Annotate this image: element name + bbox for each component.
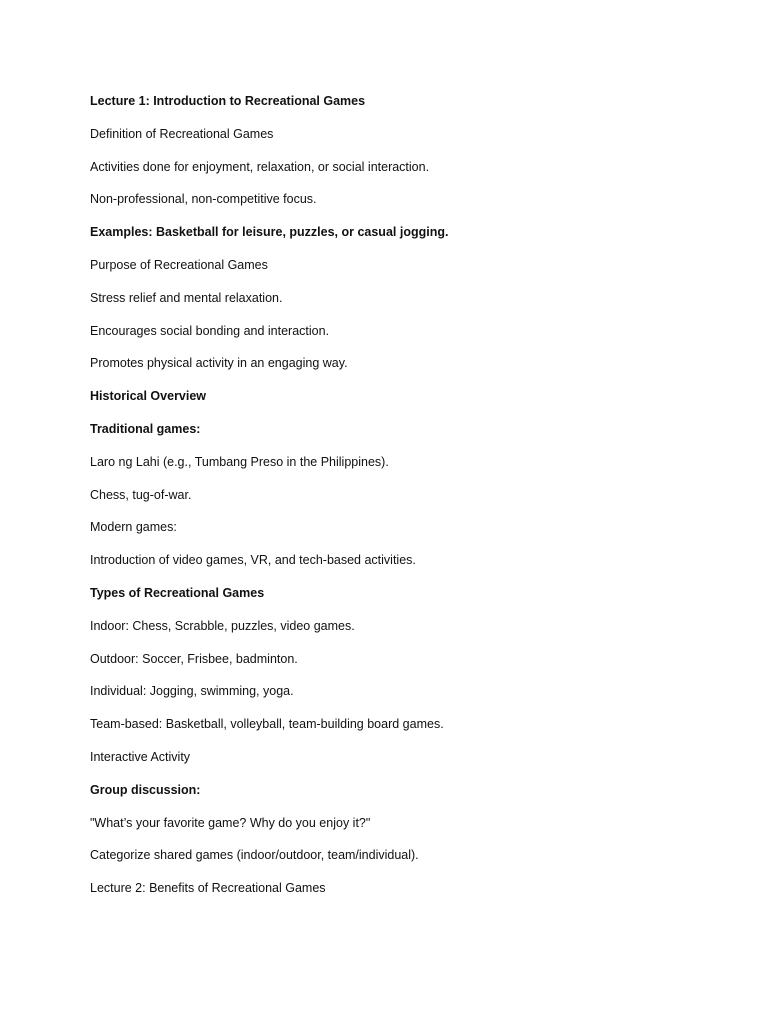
- text-line: Interactive Activity: [90, 749, 191, 764]
- text-line: "What’s your favorite game? Why do you enjoy it?": [90, 815, 371, 830]
- section-heading: Types of Recreational Games: [90, 585, 265, 600]
- heading-lecture-2: Lecture 2: Benefits of Recreational Games: [90, 881, 326, 896]
- text-line: Team-based: Basketball, volleyball, team-building board games.: [90, 717, 444, 732]
- text-line: Chess, tug-of-war.: [90, 487, 192, 502]
- text-line: Outdoor: Soccer, Frisbee, badminton.: [90, 651, 298, 666]
- text-line: Indoor: Chess, Scrabble, puzzles, video games.: [90, 618, 355, 633]
- heading-lecture-1: Lecture 1: Introduction to Recreational Games: [90, 94, 366, 108]
- document-body: [90, 92, 710, 912]
- text-line: Activities done for enjoyment, relaxation, or social interaction.: [90, 159, 430, 174]
- text-line: Modern games:: [90, 520, 177, 535]
- text-line: Encourages social bonding and interaction.: [90, 323, 330, 338]
- text-line: Examples: Basketball for leisure, puzzles, or casual jogging.: [90, 225, 449, 240]
- text-line: Stress relief and mental relaxation.: [90, 290, 283, 305]
- text-line: Introduction of video games, VR, and tech-based activities.: [90, 553, 416, 568]
- section-heading: Historical Overview: [90, 389, 207, 404]
- text-line: Laro ng Lahi (e.g., Tumbang Preso in the Philippines).: [90, 454, 389, 469]
- text-line: Categorize shared games (indoor/outdoor, team/individual).: [90, 848, 419, 863]
- text-line: Traditional games:: [90, 421, 201, 436]
- text-line: Definition of Recreational Games: [90, 126, 274, 141]
- text-line: Non-professional, non-competitive focus.: [90, 192, 317, 207]
- text-line: Purpose of Recreational Games: [90, 257, 268, 272]
- text-line: Promotes physical activity in an engaging way.: [90, 356, 348, 371]
- text-line: Individual: Jogging, swimming, yoga.: [90, 684, 294, 699]
- text-line: Group discussion:: [90, 782, 201, 797]
